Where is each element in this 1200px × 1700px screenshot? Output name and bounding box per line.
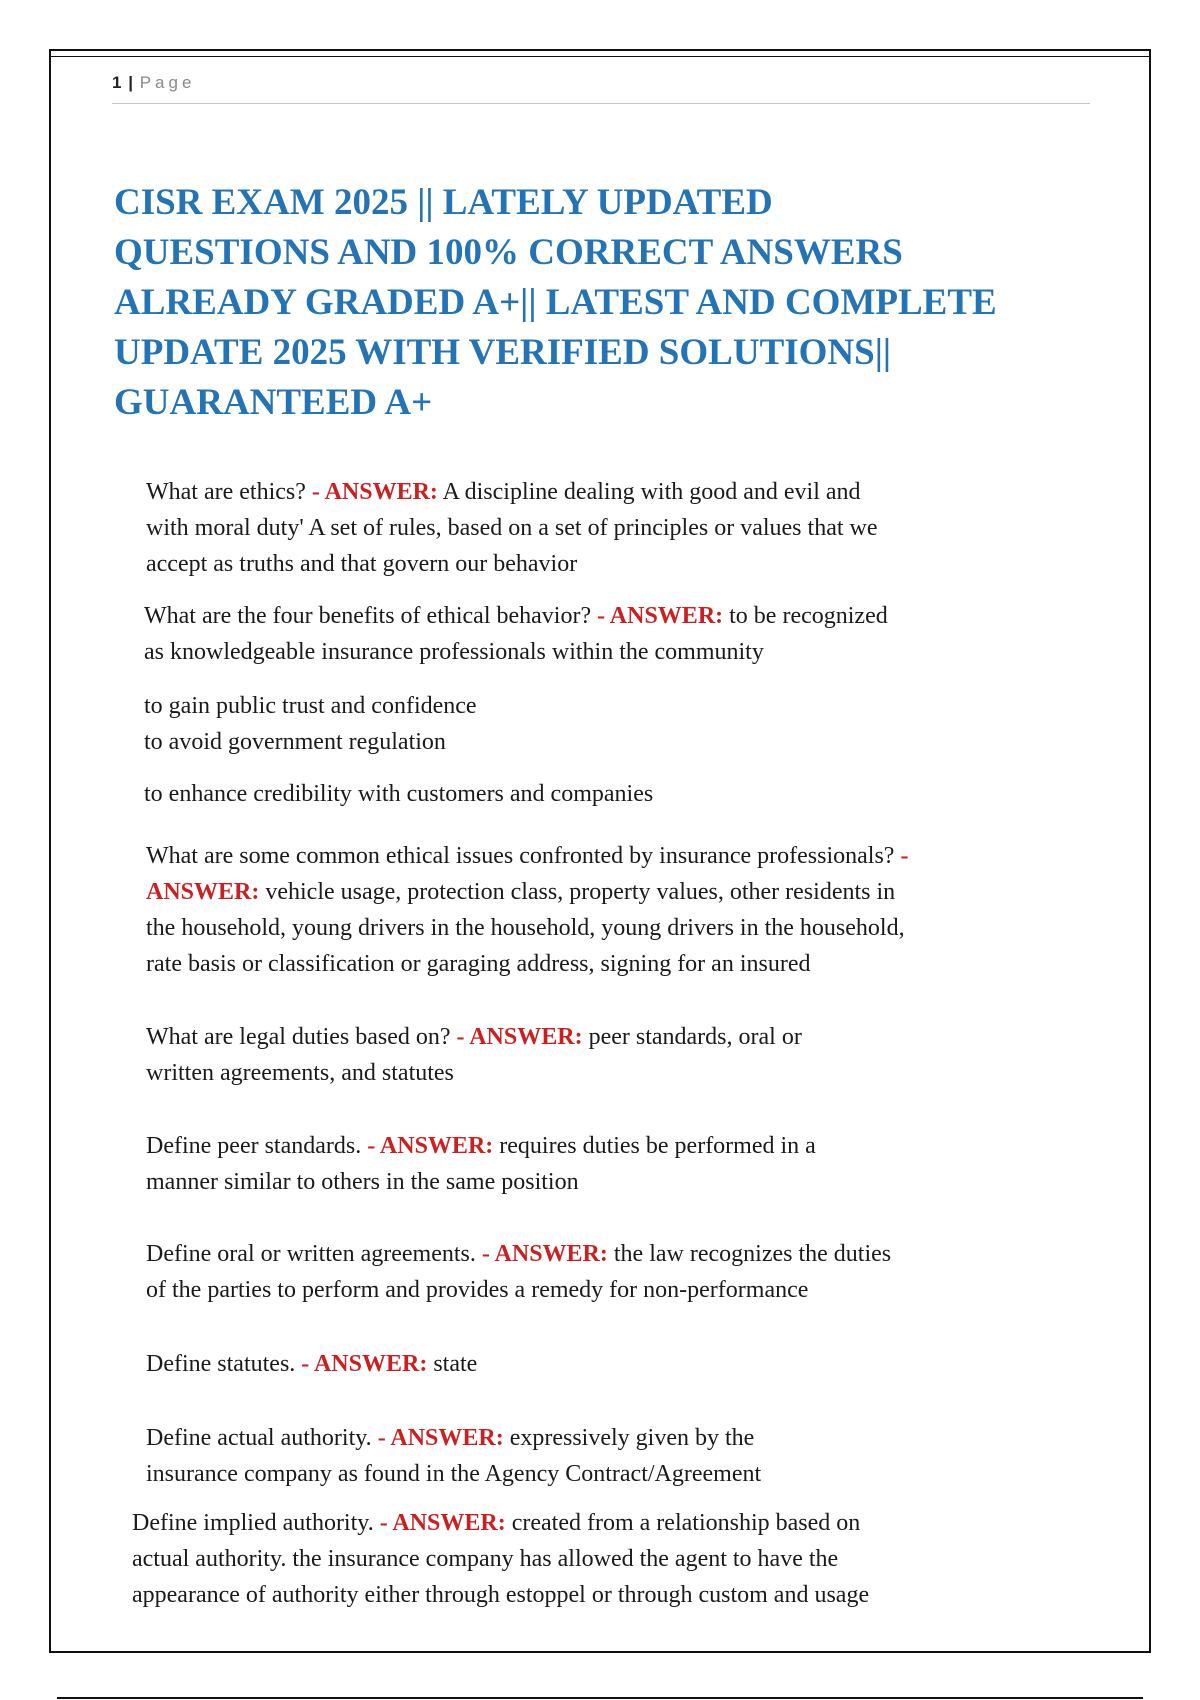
title-line: CISR EXAM 2025 || LATELY UPDATED — [114, 182, 773, 223]
question-text: Define actual authority. — [146, 1425, 372, 1451]
qa-four-benefits — [144, 598, 888, 670]
answer-text: expressively given by the — [509, 1425, 755, 1451]
question-text: What are ethics? — [146, 479, 306, 505]
page-separator: | — [128, 73, 133, 92]
question-text: Define oral or written agreements. — [146, 1241, 476, 1267]
answer-marker: - ANSWER: — [367, 1133, 494, 1159]
answer-text: appearance of authority either through estoppel or through custom and usage — [132, 1582, 870, 1608]
title-line: GUARANTEED A+ — [114, 382, 433, 423]
answer-text: to be recognized — [729, 603, 888, 629]
answer-text: of the parties to perform and provides a remedy for non-performance — [146, 1277, 809, 1303]
question-text: Define implied authority. — [132, 1510, 374, 1536]
answer-text: requires duties be performed in a — [499, 1133, 816, 1159]
qa-actual-authority — [146, 1420, 761, 1492]
answer-marker-word: ANSWER: — [146, 879, 260, 905]
qa-legal-duties — [146, 1019, 802, 1091]
answer-marker: - — [900, 843, 909, 869]
answer-marker: - ANSWER: — [456, 1024, 583, 1050]
answer-text: as knowledgeable insurance professionals within the community — [144, 639, 764, 665]
answer-marker: - ANSWER: — [377, 1425, 504, 1451]
answer-text: written agreements, and statutes — [146, 1060, 454, 1086]
benefit-list — [144, 688, 477, 760]
answer-text: the law recognizes the duties — [613, 1241, 892, 1267]
answer-marker: - ANSWER: — [481, 1241, 608, 1267]
answer-marker: - ANSWER: — [379, 1510, 506, 1536]
benefit-item: to enhance credibility with customers and companies — [144, 781, 654, 807]
qa-peer-standards — [146, 1128, 816, 1200]
question-text: What are legal duties based on? — [146, 1024, 451, 1050]
benefit-item: to avoid government regulation — [144, 729, 446, 755]
answer-marker: - ANSWER: — [311, 479, 438, 505]
answer-text: created from a relationship based on — [511, 1510, 861, 1536]
answer-text: the household, young drivers in the household, young drivers in the household, — [146, 915, 905, 941]
title-line: QUESTIONS AND 100% CORRECT ANSWERS — [114, 232, 903, 273]
question-text: What are some common ethical issues confronted by insurance professionals? — [146, 843, 895, 869]
answer-text: peer standards, oral or — [588, 1024, 802, 1050]
answer-text: accept as truths and that govern our behavior — [146, 551, 578, 577]
question-text: What are the four benefits of ethical behavior? — [144, 603, 592, 629]
page-label: Page — [139, 73, 196, 92]
answer-text: actual authority. the insurance company has allowed the agent to have the — [132, 1546, 839, 1572]
page-header — [112, 73, 1090, 104]
benefit-list — [144, 776, 653, 812]
title-line: UPDATE 2025 WITH VERIFIED SOLUTIONS|| — [114, 332, 892, 373]
qa-oral-written-agreements — [146, 1236, 891, 1308]
qa-ethical-issues — [146, 838, 908, 982]
page-number: 1 — [112, 73, 122, 92]
answer-marker: - ANSWER: — [301, 1351, 428, 1377]
question-text: Define statutes. — [146, 1351, 296, 1377]
answer-text: manner similar to others in the same position — [146, 1169, 579, 1195]
qa-ethics — [146, 474, 878, 582]
answer-text: rate basis or classification or garaging address, signing for an insured — [146, 951, 811, 977]
answer-text: vehicle usage, protection class, property values, other residents in — [265, 879, 896, 905]
answer-text: A discipline dealing with good and evil and — [442, 479, 861, 505]
answer-text: insurance company as found in the Agency Contract/Agreement — [146, 1461, 762, 1487]
page-bottom-rule — [57, 1697, 1143, 1699]
title-line: ALREADY GRADED A+|| LATEST AND COMPLETE — [114, 282, 997, 323]
qa-statutes — [146, 1346, 477, 1382]
qa-implied-authority — [132, 1505, 869, 1613]
answer-text: with moral duty' A set of rules, based on a set of principles or values that we — [146, 515, 878, 541]
answer-text: state — [433, 1351, 478, 1377]
question-text: Define peer standards. — [146, 1133, 362, 1159]
answer-marker: - ANSWER: — [597, 603, 724, 629]
benefit-item: to gain public trust and confidence — [144, 693, 477, 719]
document-title — [114, 178, 1104, 428]
